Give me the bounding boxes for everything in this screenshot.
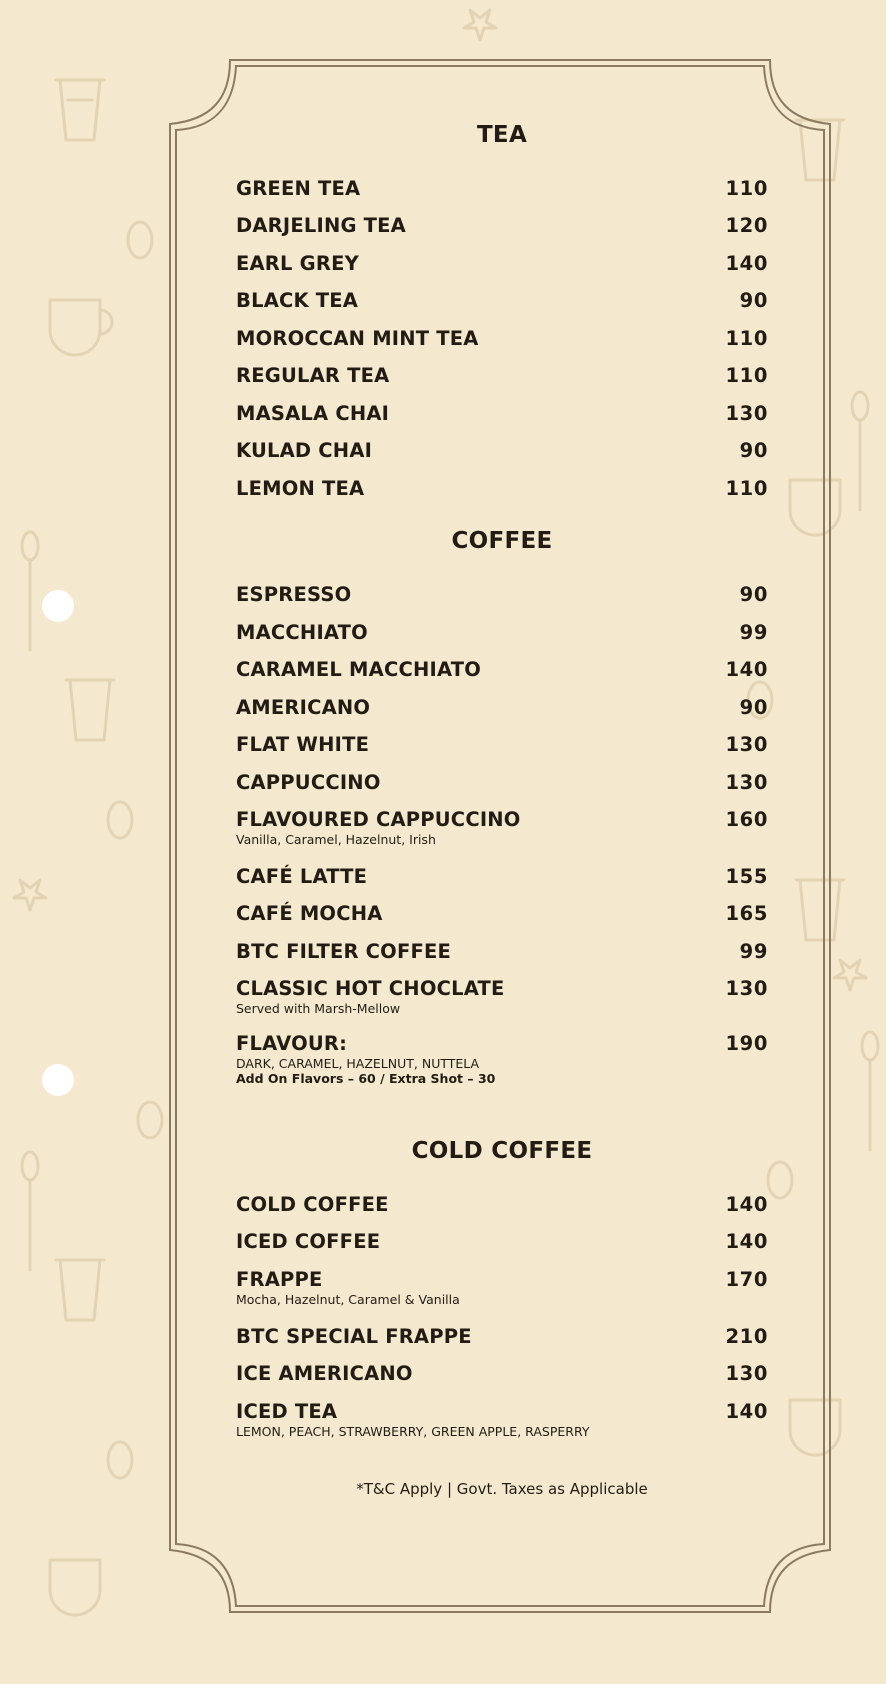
menu-item [236,364,768,388]
item-price: 130 [725,977,768,1000]
item-name: BTC SPECIAL FRAPPE [236,1325,472,1348]
item-name: COLD COFFEE [236,1193,389,1216]
item-price: 140 [725,658,768,681]
item-price: 120 [725,214,768,237]
menu-item [236,1268,768,1307]
item-name: BLACK TEA [236,289,359,312]
item-name: KULAD CHAI [236,439,373,462]
item-name: FLAVOUR: [236,1032,348,1055]
item-name: ICE AMERICANO [236,1362,413,1385]
item-price: 90 [739,289,768,312]
menu-item [236,214,768,238]
menu-item [236,177,768,201]
item-name: DARJELING TEA [236,214,406,237]
menu-item [236,1193,768,1217]
item-price: 99 [739,621,768,644]
menu-item [236,1325,768,1349]
section-heading-coffee: COFFEE [451,528,553,554]
item-name: MASALA CHAI [236,402,390,425]
menu-item [236,658,768,682]
item-name: CAFÉ MOCHA [236,902,383,925]
menu-item [236,402,768,426]
item-name: ESPRESSO [236,583,352,606]
item-price: 110 [725,364,768,387]
item-name: FLAVOURED CAPPUCCINO [236,808,521,831]
item-name: CAPPUCCINO [236,771,381,794]
menu-item [236,733,768,757]
menu-item [236,808,768,847]
item-name: BTC FILTER COFFEE [236,940,452,963]
section-heading-cold-coffee: COLD COFFEE [411,1138,593,1164]
item-name: AMERICANO [236,696,371,719]
menu-item [236,252,768,276]
item-name: LEMON TEA [236,477,365,500]
item-name: ICED TEA [236,1400,338,1423]
item-price: 170 [725,1268,768,1291]
item-price: 140 [725,1230,768,1253]
item-price: 110 [725,177,768,200]
menu-item [236,1400,768,1439]
item-name: EARL GREY [236,252,359,275]
menu-item [236,327,768,351]
item-price: 160 [725,808,768,831]
item-price: 210 [725,1325,768,1348]
menu-item [236,621,768,645]
menu-item [236,583,768,607]
menu-item [236,289,768,313]
item-name: MOROCCAN MINT TEA [236,327,479,350]
item-name: FRAPPE [236,1268,323,1291]
menu-item [236,902,768,926]
menu-item [236,696,768,720]
item-price: 130 [725,733,768,756]
item-price: 140 [725,252,768,275]
menu-item [236,1230,768,1254]
item-name: CLASSIC HOT CHOCLATE [236,977,505,1000]
item-price: 165 [725,902,768,925]
menu-item [236,439,768,463]
menu-item [236,865,768,889]
item-price: 140 [725,1193,768,1216]
item-name: FLAT WHITE [236,733,370,756]
section-heading-tea: TEA [476,122,528,148]
item-price: 130 [725,402,768,425]
item-price: 130 [725,771,768,794]
item-price: 130 [725,1362,768,1385]
item-description: Mocha, Hazelnut, Caramel & Vanilla [236,1292,460,1307]
menu-item [236,771,768,795]
item-name: GREEN TEA [236,177,361,200]
menu-item [236,977,768,1016]
item-price: 190 [725,1032,768,1055]
footer-note: *T&C Apply | Govt. Taxes as Applicable [356,1480,648,1498]
item-description: Served with Marsh-Mellow [236,1001,401,1016]
menu-item [236,477,768,501]
item-name: CAFÉ LATTE [236,865,368,888]
item-price: 110 [725,477,768,500]
menu-item [236,1032,768,1086]
item-name: ICED COFFEE [236,1230,381,1253]
item-description: LEMON, PEACH, STRAWBERRY, GREEN APPLE, RASPERRY [236,1424,590,1439]
menu-item [236,1362,768,1386]
item-price: 140 [725,1400,768,1423]
item-price: 99 [739,940,768,963]
item-price: 155 [725,865,768,888]
item-name: MACCHIATO [236,621,368,644]
menu-item [236,940,768,964]
item-price: 90 [739,583,768,606]
item-price: 90 [739,696,768,719]
item-name: CARAMEL MACCHIATO [236,658,481,681]
item-addon-note: Add On Flavors – 60 / Extra Shot – 30 [236,1071,496,1086]
item-description: Vanilla, Caramel, Hazelnut, Irish [236,832,436,847]
item-price: 110 [725,327,768,350]
item-name: REGULAR TEA [236,364,390,387]
item-description: DARK, CARAMEL, HAZELNUT, NUTTELA [236,1056,480,1071]
item-price: 90 [739,439,768,462]
